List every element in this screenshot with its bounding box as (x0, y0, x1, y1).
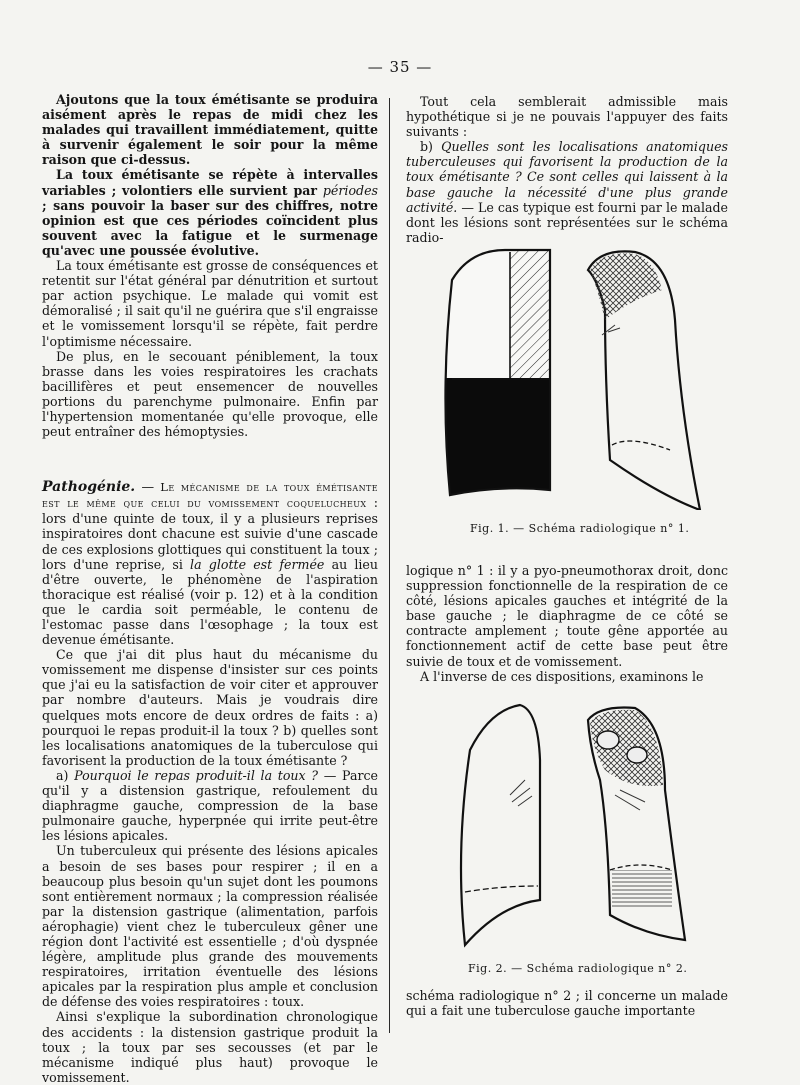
paragraph: Ainsi s'explique la subordination chronologique des accidents : la distension gastrique produit la toux ; la toux par ses secousses (et par le mécanisme indiqué plus haut) provoque le vomissement. (42, 1009, 378, 1085)
text: au lieu d'être ouverte, le phénomène de l'aspiration thoracique est réalisé (voir p. 12) et à la condition que le cardia soit perméable, le contenu de l'estomac passe dans l'œsophage ; la toux est devenue émétisante. (42, 556, 378, 648)
paragraph: schéma radiologique n° 2 ; il concerne un malade qui a fait une tuberculose gauche importante (406, 988, 728, 1019)
paragraph: Tout cela semblerait admissible mais hypothétique si je ne pouvais l'appuyer des faits suivants : (406, 94, 728, 140)
dash: — (135, 479, 161, 495)
radiological-schema-1 (430, 240, 720, 510)
radiological-schema-2 (440, 700, 710, 950)
paragraph (406, 139, 728, 245)
figure-2 (440, 700, 710, 950)
paragraph (42, 768, 378, 843)
paragraph: Ce que j'ai dit plus haut du mécanisme du vomissement me dispense d'insister sur ces points que j'ai eu la satisfaction de voir citer et approuver par nombre d'auteurs. Mais je voudrais dire quelques mots encore de deux ordres de faits : a) pourquoi le repas produit-il la toux ? b) quelles sont les localisations anatomiques de la tuberculose qui favorisent la production de la toux émétisante ? (42, 647, 378, 768)
column-divider (389, 98, 390, 1033)
emphasis: la glotte est fermée (190, 556, 325, 572)
paragraph (42, 167, 378, 258)
emphasis: Quelles sont les localisations anatomiques tuberculeuses qui favorisent la production de la toux émétisante ? Ce sont celles qui laissent à la base gauche la nécessité d'une plus grande activité. (406, 139, 728, 215)
text: a) (56, 767, 75, 783)
left-column (42, 92, 378, 1085)
text: — Le cas typique est fourni par le malade dont les lésions sont représentées sur le schéma radio- (406, 199, 728, 245)
paragraph: Un tuberculeux qui présente des lésions apicales a besoin de ses bases pour respirer ; il en a beaucoup plus besoin qu'un sujet dont les poumons sont entièrement normaux ; la compression réalisée par la distension gastrique (alimentation, parfois aérophagie) vient chez le tuberculeux gêner une région dont l'activité est essentielle ; d'où dyspnée légère, amplitude plus grande des mouvements respiratoires, irritation éventuelle des lésions apicales par la respiration plus ample et conclusion de défense des voies respiratoires : toux. (42, 843, 378, 1010)
small-caps-text: Le mécanisme de la toux émétisante est le même que celui du vomissement coquelucheux (42, 480, 378, 511)
right-column-top (406, 94, 728, 245)
text: : lors d'une quinte de toux, il y a plusieurs reprises inspiratoires dont chacune est suivie d'une cascade de ces explosions glottiques qui constituent la toux ; lors d'une reprise, si (42, 495, 378, 572)
emphasis: Pourquoi le repas produit-il la toux ? (74, 767, 319, 783)
text: b) (420, 139, 442, 155)
paragraph: logique n° 1 : il y a pyo-pneumothorax droit, donc suppression fonctionnelle de la respiration de ce côté, lésions apicales gauches et intégrité de la base gauche ; le diaphragme de ce côté se contracte amplement ; toute gêne apportée au fonctionnement actif de cette base peut être suivie de toux et de vomissement. (406, 563, 728, 669)
page-number: — 35 — (367, 58, 433, 76)
right-column-bottom (406, 988, 728, 1018)
paragraph: A l'inverse de ces dispositions, examinons le (420, 668, 704, 684)
text: ; sans pouvoir la baser sur des chiffres, notre opinion est que ces périodes coïncident plus souvent avec la fatigue et le surmenage qu'avec une poussée évolutive. (42, 197, 378, 258)
text: La toux émétisante se répète à intervalles variables ; volontiers elle survient par (42, 167, 378, 198)
paragraph-pathogenie (42, 479, 378, 647)
paragraph: La toux émétisante est grosse de conséquences et retentit sur l'état général par dénutrition et surtout par action psychique. Le malade qui vomit est démoralisé ; il sait qu'il ne guérira que s'il engraisse et le vomissement lorsqu'il se répète, fait perdre l'optimisme nécessaire. (42, 258, 378, 349)
text: — Parce qu'il y a distension gastrique, refoulement du diaphragme gauche, compression de la base pulmonaire gauche, hyperpnée qui irrite peut-être les lésions apicales. (42, 767, 378, 844)
text: Ajoutons que la toux émétisante se produira aisément après le repas de midi chez les malades qui travaillent immédiatement, quitte à survenir également le soir pour la même raison que ci-dessus. (42, 92, 378, 168)
right-column-middle (406, 563, 728, 684)
figure-2-caption: Fig. 2. — Schéma radiologique n° 2. (468, 962, 688, 975)
section-heading: Pathogénie. (42, 479, 136, 496)
figure-1 (430, 240, 720, 510)
emphasis: périodes (322, 182, 378, 198)
paragraph (42, 92, 378, 167)
paragraph: De plus, en le secouant péniblement, la toux brasse dans les voies respiratoires les crachats bacillifères et peut ensemencer de nouvelles portions du parenchyme pulmonaire. Enfin par l'hypertension momentanée qu'elle provoque, elle peut entraîner des hémoptysies. (42, 348, 378, 440)
figure-1-caption: Fig. 1. — Schéma radiologique n° 1. (470, 522, 690, 535)
